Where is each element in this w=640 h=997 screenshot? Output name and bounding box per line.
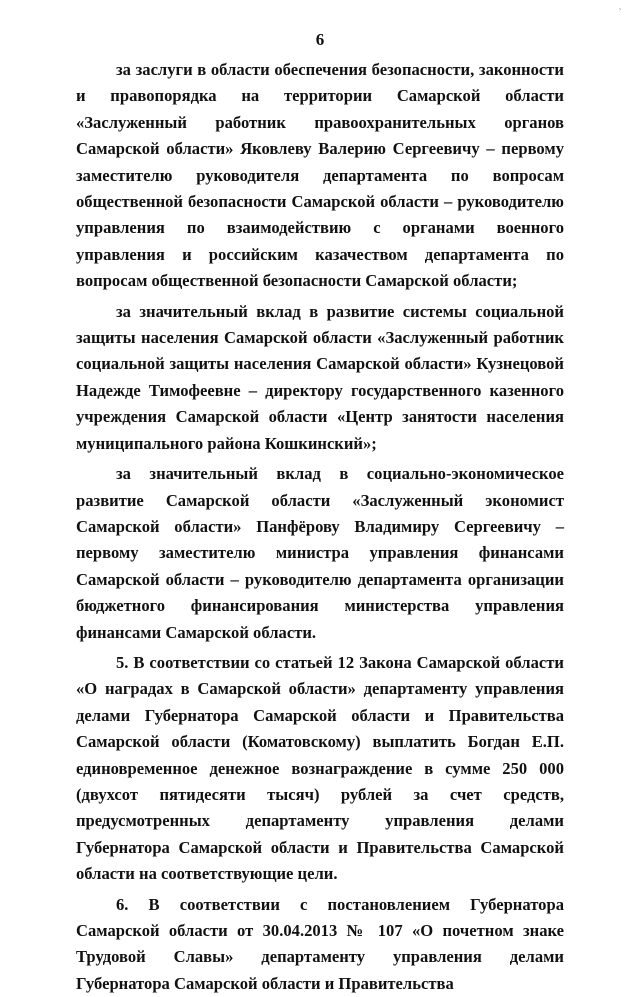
paragraph-item-6: 6. В соответствии с постановлением Губернатора Самарской области от 30.04.2013 № 107 «О почетном знаке Трудовой Славы» департаменту управления делами Губернатора Самарской области и Правительства <box>76 894 564 993</box>
paragraph-item-5: 5. В соответствии со статьей 12 Закона Самарской области «О наградах в Самарской области» департаменту управления делами Губернатора Самарской области и Правительства Самарской области (Коматовскому) выплатить Богдан Е.П. единовременное денежное вознаграждение в сумме 250 000 (двухсот пятидесяти тысяч) рублей за счет средств, предусмотренных департаменту управления делами Губернатора Самарской области и Правительства Самарской области на соответствующие цели. <box>76 652 564 884</box>
page-number: 6 <box>315 30 325 49</box>
paragraph-award-social-protection: за значительный вклад в развитие системы социальной защиты населения Самарской области «Заслуженный работник социальной защиты населения Самарской области» Кузнецовой Надежде Тимофеевне – директору государственного казенного учреждения Самарской области «Центр занятости населения муниципального района Кошкинский»; <box>76 301 564 453</box>
scan-edge-mark: ˋ <box>618 8 622 19</box>
document-body <box>76 57 564 997</box>
paragraph-award-economist: за значительный вклад в социально-экономическое развитие Самарской области «Заслуженный экономист Самарской области» Панфёрову Владимиру Сергеевичу – первому заместителю министра управления финансами Самарской области – руководителю департамента организации бюджетного финансирования министерства управления финансами Самарской области. <box>76 464 564 642</box>
paragraph-award-security: за заслуги в области обеспечения безопасности, законности и правопорядка на территории Самарской области «Заслуженный работник правоохранительных органов Самарской области» Яковлеву Валерию Сергеевичу – первому заместителю руководителя департамента по вопросам общественной безопасности Самарской области – руководителю управления по взаимодействию с органами военного управления и российским казачеством департамента по вопросам общественной безопасности Самарской области; <box>76 60 564 291</box>
